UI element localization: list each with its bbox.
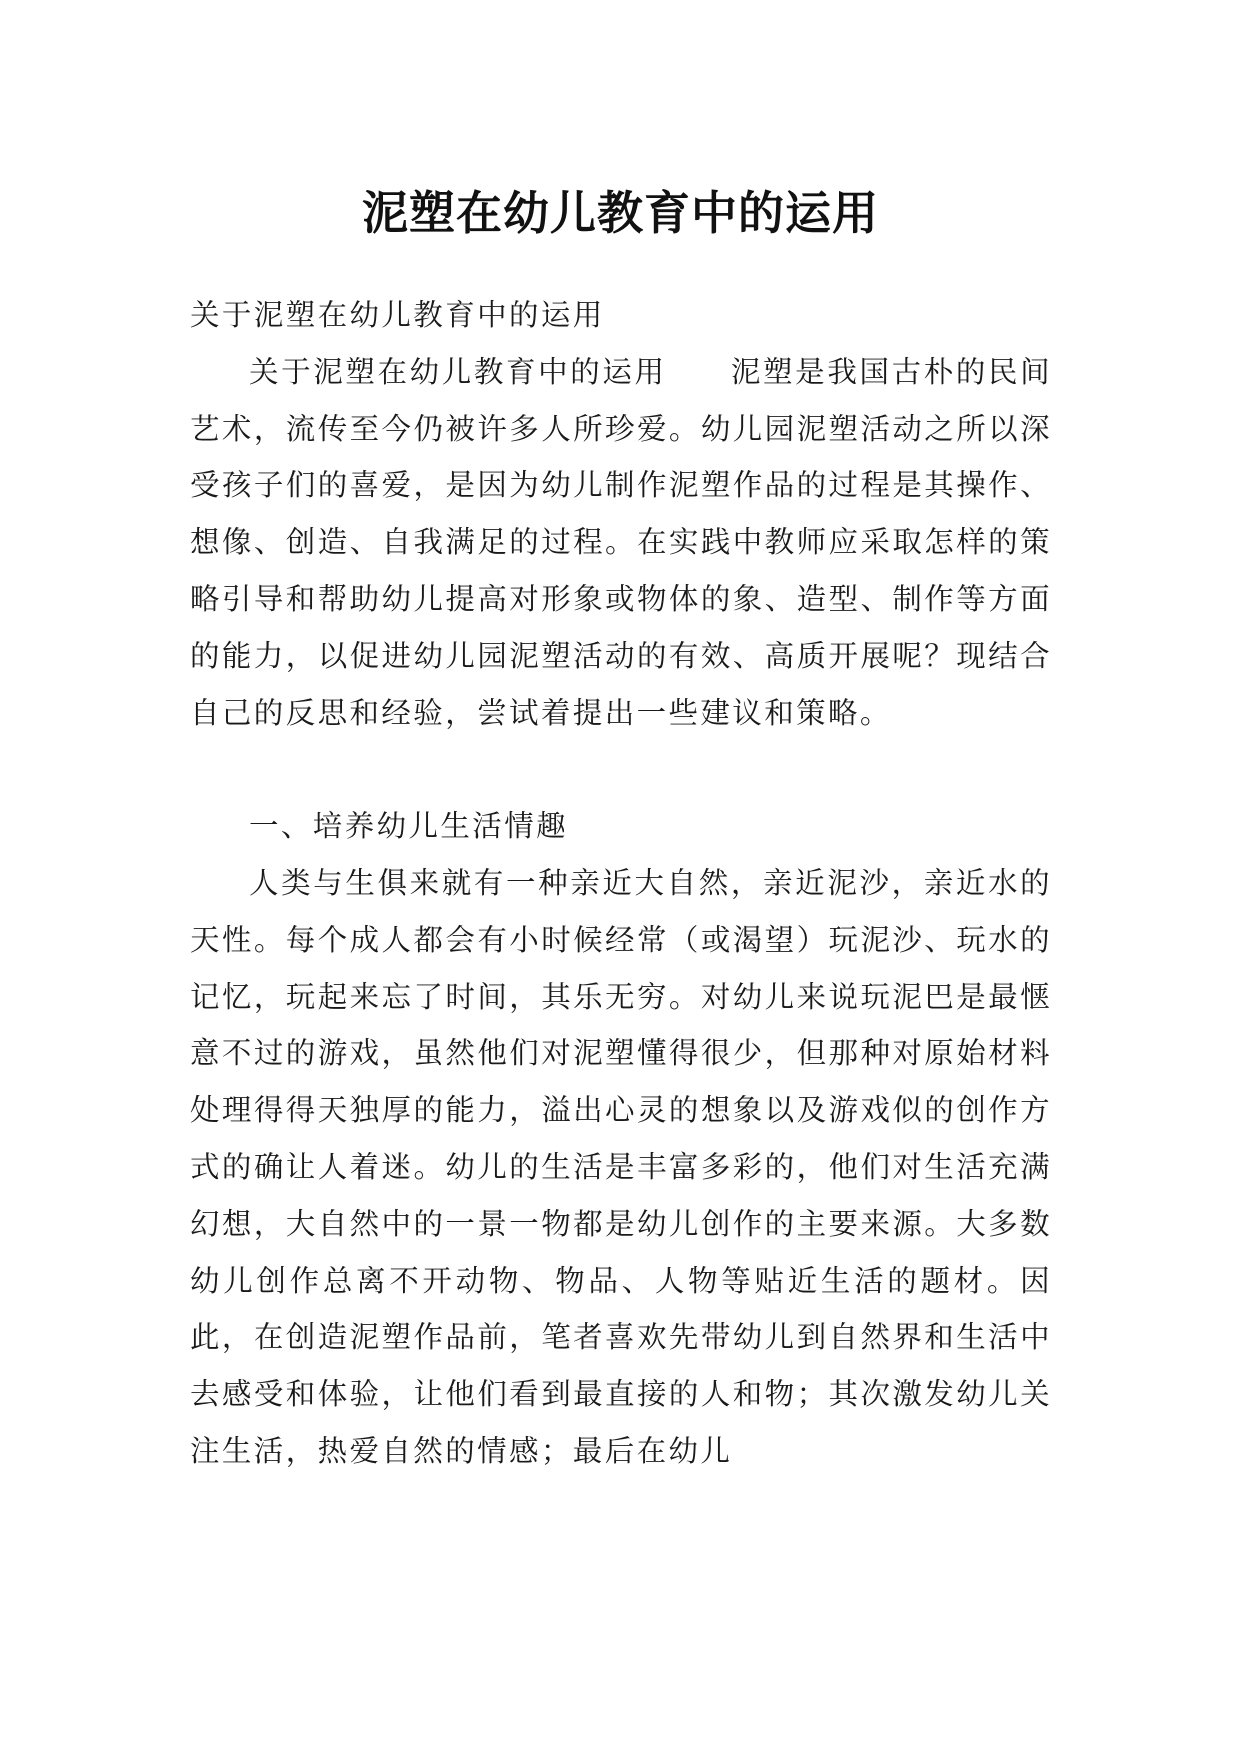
- document-subtitle: 关于泥塑在幼儿教育中的运用: [190, 298, 605, 332]
- document-body: [190, 287, 1052, 1480]
- section-paragraph: 人类与生俱来就有一种亲近大自然，亲近泥沙，亲近水的天性。每个成人都会有小时候经常（或渴望）玩泥沙、玩水的记忆，玩起来忘了时间，其乐无穷。对幼儿来说玩泥巴是最惬意不过的游戏，虽然他们对泥塑懂得很少，但那种对原始材料处理得得天独厚的能力，溢出心灵的想象以及游戏似的创作方式的确让人着迷。幼儿的生活是丰富多彩的，他们对生活充满幻想，大自然中的一景一物都是幼儿创作的主要来源。大多数幼儿创作总离不开动物、物品、人物等贴近生活的题材。因此，在创造泥塑作品前，笔者喜欢先带幼儿到自然界和生活中去感受和体验，让他们看到最直接的人和物；其次激发幼儿关注生活，热爱自然的情感；最后在幼儿: [190, 865, 1052, 1468]
- paragraph-spacer: [190, 741, 1052, 798]
- section-heading: 一、培养幼儿生活情趣: [249, 809, 569, 844]
- intro-paragraph: 关于泥塑在幼儿教育中的运用 泥塑是我国古朴的民间艺术，流传至今仍被许多人所珍爱。幼儿园泥塑活动之所以深受孩子们的喜爱，是因为幼儿制作泥塑作品的过程是其操作、想像、创造、自我满足的过程。在实践中教师应采取怎样的策略引导和帮助幼儿提高对形象或物体的象、造型、制作等方面的能力，以促进幼儿园泥塑活动的有效、高质开展呢？现结合自己的反思和经验，尝试着提出一些建议和策略。: [190, 354, 1052, 730]
- document-title: 泥塑在幼儿教育中的运用: [362, 185, 879, 240]
